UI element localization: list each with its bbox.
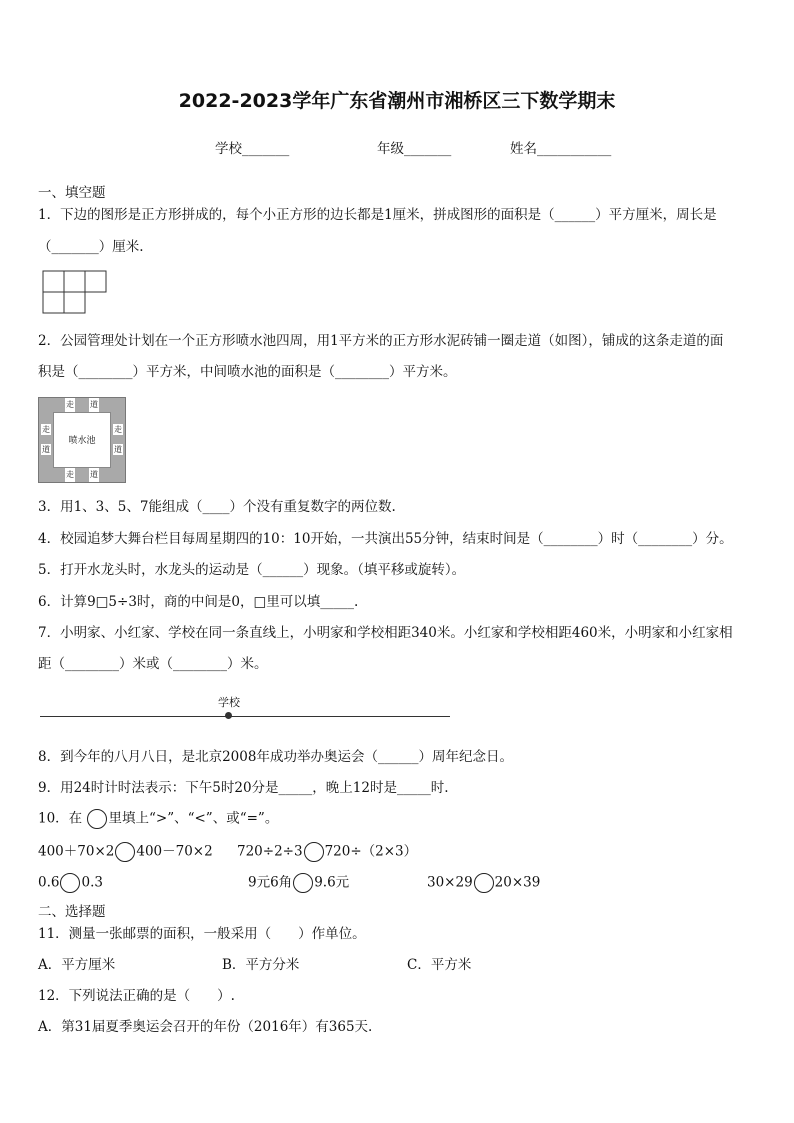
school-point-label: 学校 — [218, 696, 240, 709]
walkway-label: 道 — [89, 468, 99, 482]
compare-circle[interactable] — [304, 842, 324, 862]
question-3: 3．用1、3、5、7能组成（____）个没有重复数字的两位数. — [38, 499, 396, 515]
compare-circle[interactable] — [87, 809, 107, 829]
question-2-line-1: 2．公园管理处计划在一个正方形喷水池四周，用1平方米的正方形水泥砖铺一圈走道（如图），铺成的这条走道的面 — [38, 333, 724, 349]
compare-item — [427, 873, 540, 893]
square-grid-figure — [42, 270, 108, 316]
compare-left: 0.6 — [38, 874, 60, 891]
school-line-figure — [40, 694, 450, 724]
question-10-lead: 10．在 — [38, 810, 83, 827]
grade-field: 年级_______ — [377, 141, 452, 157]
compare-left: 30×29 — [427, 874, 473, 891]
walkway-bottom — [53, 468, 111, 482]
option-b[interactable]: B．平方分米 — [222, 957, 300, 973]
compare-right: 9.6元 — [314, 874, 350, 891]
question-10-stem — [38, 809, 278, 829]
walkway-label: 走 — [42, 425, 50, 434]
walkway-label: 走 — [65, 398, 75, 412]
section-heading: 二、选择题 — [38, 904, 106, 920]
walkway-label: 走 — [114, 425, 122, 434]
compare-item — [38, 842, 213, 862]
question-2-line-2: 积是（________）平方米，中间喷水池的面积是（________）平方米。 — [38, 364, 457, 380]
compare-circle[interactable] — [474, 873, 494, 893]
compare-right: 20×39 — [494, 874, 541, 891]
question-9: 9．用24时计时法表示：下午5时20分是_____，晚上12时是_____时. — [38, 780, 449, 796]
school-point — [225, 712, 232, 719]
compare-circle[interactable] — [115, 842, 135, 862]
compare-right: 720÷（2×3） — [324, 843, 418, 860]
question-10-instruction: 里填上“>”、“<”、或“=”。 — [108, 810, 279, 827]
straight-line — [40, 716, 450, 717]
walkway-right — [111, 412, 125, 468]
compare-circle[interactable] — [293, 873, 313, 893]
compare-item — [248, 873, 349, 893]
compare-left: 720÷2÷3 — [237, 843, 303, 860]
question-4: 4．校园追梦大舞台栏目每周星期四的10：10开始，一共演出55分钟，结束时间是（________）时（________）分。 — [38, 531, 733, 547]
fountain-label: 喷水池 — [68, 436, 96, 446]
walkway-label: 道 — [89, 398, 99, 412]
option-a[interactable]: A．平方厘米 — [38, 957, 116, 973]
option-c[interactable]: C．平方米 — [407, 957, 472, 973]
question-11-stem: 11．测量一张邮票的面积，一般采用（ ）作单位。 — [38, 926, 366, 942]
page-title: 2022-2023学年广东省潮州市湘桥区三下数学期末 — [178, 90, 616, 112]
walkway-top — [53, 398, 111, 412]
compare-item — [237, 842, 417, 862]
section-heading: 一、填空题 — [38, 185, 106, 201]
compare-circle[interactable] — [60, 873, 80, 893]
question-1-line-1: 1．下边的图形是正方形拼成的，每个小正方形的边长都是1厘米，拼成图形的面积是（______）平方厘米，周长是 — [38, 207, 717, 223]
fountain-walkway-figure — [38, 397, 126, 483]
compare-right: 0.3 — [81, 874, 103, 891]
question-1-line-2: （_______）厘米. — [38, 239, 144, 255]
walkway-left — [39, 412, 53, 468]
question-7-line-2: 距（________）米或（________）米。 — [38, 656, 268, 672]
compare-left: 400＋70×2 — [38, 843, 115, 860]
question-7-line-1: 7．小明家、小红家、学校在同一条直线上，小明家和学校相距340米。小红家和学校相距460米，小明家和小红家相 — [38, 625, 733, 641]
compare-right: 400－70×2 — [136, 843, 213, 860]
school-field: 学校_______ — [215, 141, 290, 157]
compare-item — [38, 873, 103, 893]
walkway-label: 走 — [65, 468, 75, 482]
question-8: 8．到今年的八月八日，是北京2008年成功举办奥运会（______）周年纪念日。 — [38, 749, 513, 765]
question-12-stem: 12．下列说法正确的是（ ）. — [38, 988, 235, 1004]
walkway-label: 道 — [42, 445, 50, 454]
compare-left: 9元6角 — [248, 874, 293, 891]
walkway-label: 道 — [114, 445, 122, 454]
name-field: 姓名___________ — [510, 141, 612, 157]
question-5: 5．打开水龙头时，水龙头的运动是（______）现象。（填平移或旋转）。 — [38, 562, 466, 578]
question-6: 6．计算9□5÷3时，商的中间是0，□里可以填_____. — [38, 594, 359, 610]
option-a[interactable]: A．第31届夏季奥运会召开的年份（2016年）有365天. — [38, 1019, 373, 1035]
